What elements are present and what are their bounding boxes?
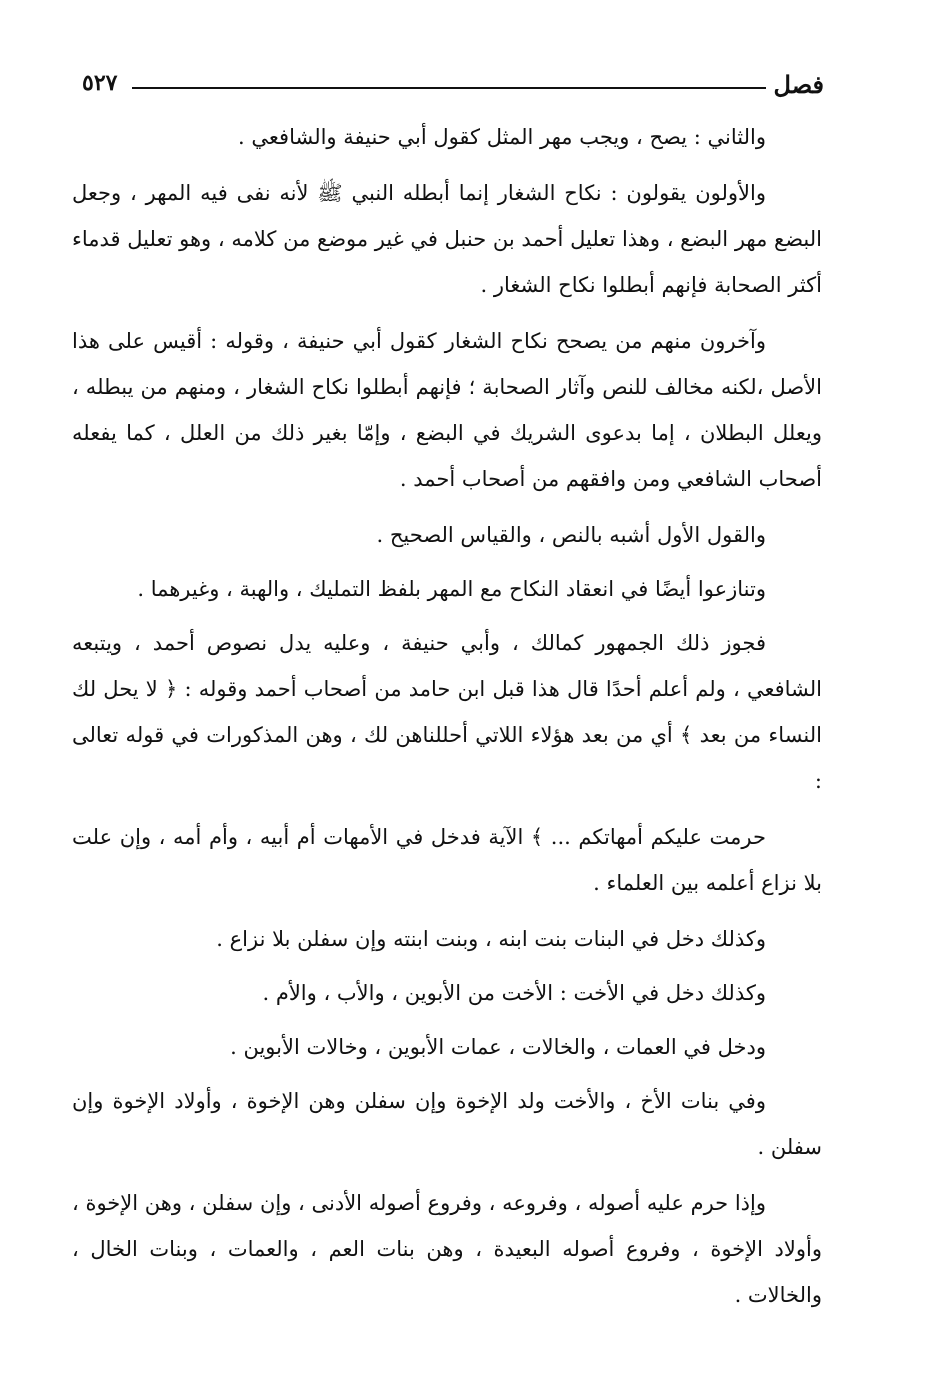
paragraph: والثاني : يصح ، ويجب مهر المثل كقول أبي حنيفة والشافعي . [238, 125, 766, 149]
paragraph: وتنازعوا أيضًا في انعقاد النكاح مع المهر بلفظ التمليك ، والهبة ، وغيرهما . [137, 577, 766, 601]
paragraph: وكذلك دخل في البنات بنت ابنه ، وبنت ابنته وإن سفلن بلا نزاع . [216, 927, 766, 951]
paragraph: وفي بنات الأخ ، والأخت ولد الإخوة وإن سفلن وهن الإخوة ، وأولاد الإخوة وإن سفلن . [72, 1089, 822, 1159]
paragraph: والقول الأول أشبه بالنص ، والقياس الصحيح . [376, 523, 766, 547]
body-text [72, 114, 822, 1328]
paragraph: والأولون يقولون : نكاح الشغار إنما أبطله النبي ﷺ لأنه نفى فيه المهر ، وجعل البضع مهر البضع ، وهذا تعليل أحمد بن حنبل في غير موضع من كلامه ، وهو تعليل قدماء أكثر الصحابة فإنهم أبطلوا نكاح الشغار . [72, 181, 822, 297]
header-rule [132, 87, 766, 89]
chapter-title: فصل [773, 70, 824, 99]
page-number: ٥٢٧ [82, 70, 118, 96]
paragraph: وإذا حرم عليه أصوله ، وفروعه ، وفروع أصوله الأدنى ، وإن سفلن ، وهن الإخوة ، وأولاد الإخوة ، وفروع أصوله البعيدة ، وهن بنات العم ، والعمات ، وبنات الخال ، والخالات . [72, 1191, 822, 1307]
paragraph: ودخل في العمات ، والخالات ، عمات الأبوين ، وخالات الأبوين . [230, 1035, 766, 1059]
paragraph: فجوز ذلك الجمهور كمالك ، وأبي حنيفة ، وعليه يدل نصوص أحمد ، ويتبعه الشافعي ، ولم أعلم أحدًا قال هذا قبل ابن حامد من أصحاب أحمد وقوله : ﴿ لا يحل لك النساء من بعد ﴾ أي من بعد هؤلاء اللاتي أحللناهن لك ، وهن المذكورات في قوله تعالى : [72, 631, 822, 793]
running-header [82, 70, 824, 110]
paragraph: وآخرون منهم من يصحح نكاح الشغار كقول أبي حنيفة ، وقوله : أقيس على هذا الأصل ،لكنه مخالف للنص وآثار الصحابة ؛ فإنهم أبطلوا نكاح الشغار ، ومنهم من يبطله ، ويعلل البطلان ، إما بدعوى الشريك في البضع ، وإمّا بغير ذلك من العلل ، كما يفعله أصحاب الشافعي ومن وافقهم من أصحاب أحمد . [72, 329, 822, 491]
paragraph: حرمت عليكم أمهاتكم ... ﴾ الآية فدخل في الأمهات أم أبيه ، وأم أمه ، وإن علت بلا نزاع أعلمه بين العلماء . [72, 825, 822, 895]
paragraph: وكذلك دخل في الأخت : الأخت من الأبوين ، والأب ، والأم . [262, 981, 766, 1005]
